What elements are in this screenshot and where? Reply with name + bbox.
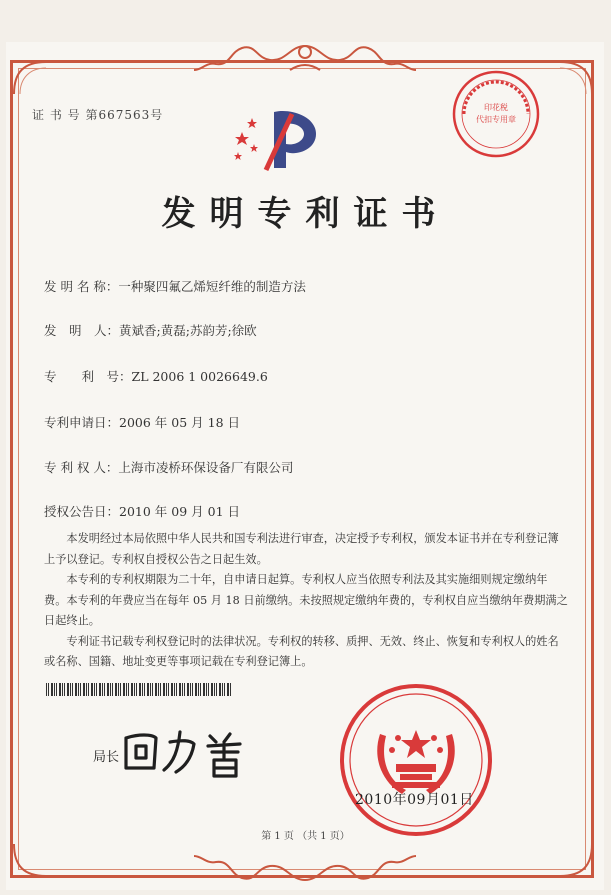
field-label: 授权公告日： (44, 504, 120, 519)
stamp-date: 2010年09月01日 (355, 792, 474, 808)
field-inventors (44, 321, 257, 339)
director-label: 局长 (93, 750, 120, 765)
body-paragraph: 本发明经过本局依照中华人民共和国专利法进行审查，决定授予专利权，颁发本证书并在专利登记簿上予以登记。专利权自授权公告之日起生效。 (44, 532, 559, 566)
corner-ornament-icon (556, 58, 596, 98)
field-value: 2006 年 05 月 18 日 (119, 415, 241, 430)
field-value: 黄斌香;黄磊;苏韵芳;徐欧 (119, 323, 257, 338)
top-ornament-icon (190, 40, 420, 80)
field-label: 发 明 人： (44, 323, 120, 338)
field-invention-name (44, 277, 306, 295)
corner-ornament-icon (556, 840, 596, 880)
field-label: 发 明 名 称： (44, 279, 119, 294)
page-footer: 第 1 页 （共 1 页） (261, 831, 350, 842)
bottom-ornament-icon (190, 852, 420, 886)
field-value: 上海市凌桥环保设备厂有限公司 (118, 460, 294, 475)
field-label: 专 利 号： (44, 369, 132, 384)
certificate-body-text (44, 529, 569, 673)
corner-ornament-icon (10, 58, 50, 98)
certificate-title: 发明专利证书 (161, 194, 450, 234)
body-paragraph: 专利证书记载专利权登记时的法律状况。专利权的转移、质押、无效、终止、恢复和专利权人的姓名或名称、国籍、地址变更等事项记载在专利登记簿上。 (44, 634, 559, 668)
field-value: 一种聚四氟乙烯短纤维的制造方法 (118, 279, 306, 294)
field-value: 2010 年 09 月 01 日 (119, 504, 241, 519)
svg-text:代扣专用章: 代扣专用章 (476, 115, 516, 124)
national-ip-office-seal-icon (336, 680, 496, 840)
field-filing-date (44, 413, 240, 431)
field-patentee (44, 458, 293, 476)
field-label: 专 利 权 人： (44, 460, 119, 475)
director-signature-icon (118, 724, 268, 780)
agency-seal-icon (450, 68, 542, 160)
field-patent-number (44, 367, 268, 385)
body-paragraph: 本专利的专利权期限为二十年，自申请日起算。专利权人应当依照专利法及其实施细则规定缴纳年费。本专利的年费应当在每年 05 月 18 日前缴纳。未按照规定缴纳年费的，专利权自应当缴纳年费期满之日起终止。 (44, 573, 568, 627)
field-grant-date (44, 502, 240, 520)
certificate-number: 证 书 号 第667563号 (32, 108, 164, 122)
field-label: 专利申请日： (44, 415, 120, 430)
corner-ornament-icon (10, 840, 50, 880)
patent-office-logo-icon (230, 104, 330, 174)
svg-text:印花税: 印花税 (484, 103, 508, 112)
field-value: ZL 2006 1 0026649.6 (131, 369, 268, 384)
barcode-icon (46, 683, 231, 696)
